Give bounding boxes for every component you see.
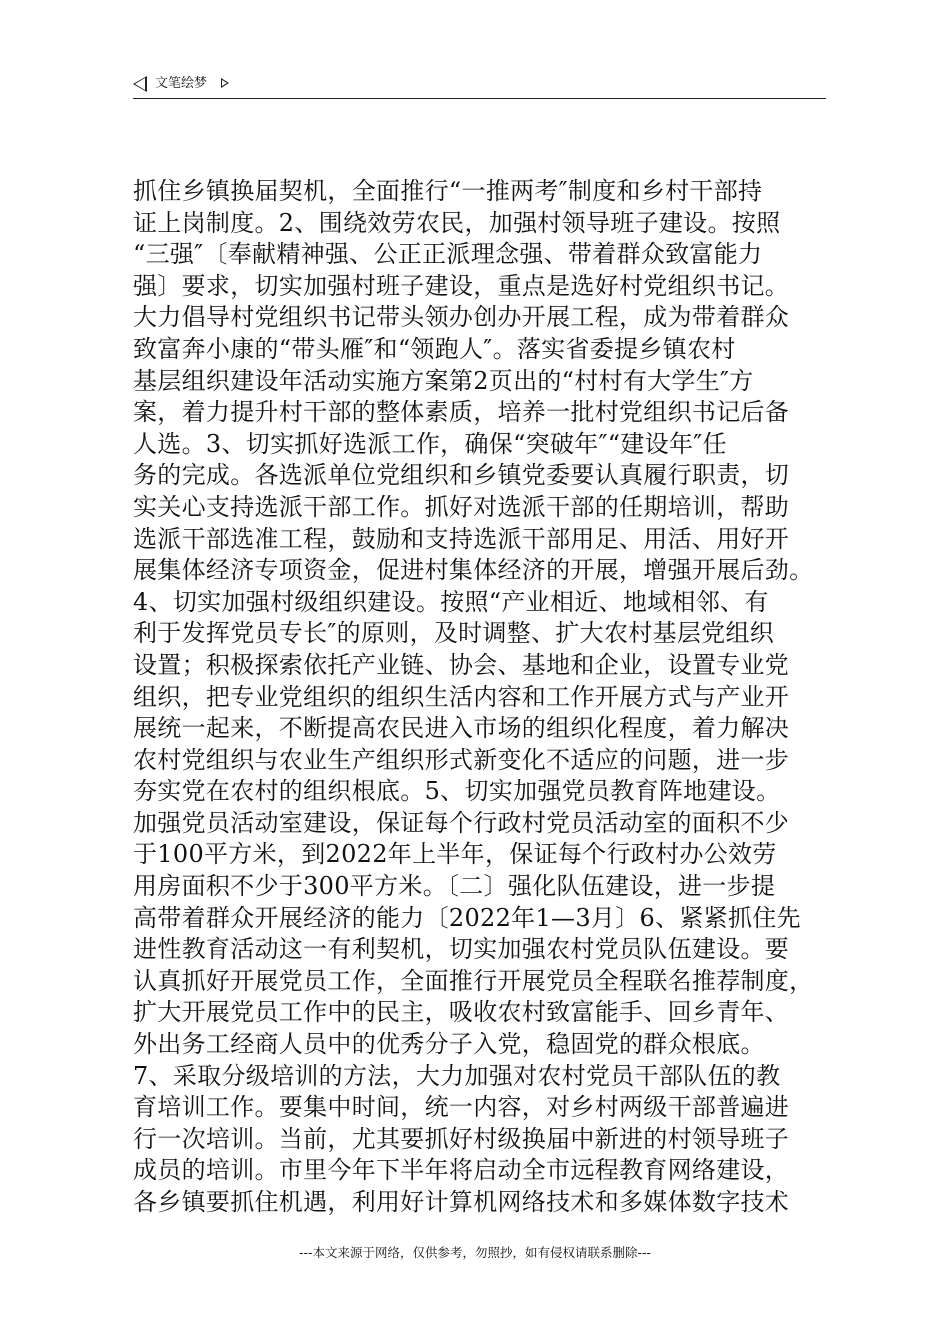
text-line: 各乡镇要抓住机遇，利用好计算机网络技术和多媒体数字技术: [133, 1188, 790, 1216]
text-line: 扩大开展党员工作中的民主，吸收农村致富能手、回乡青年、: [133, 998, 790, 1027]
text-line: 外出务工经商人员中的优秀分子入党，稳固党的群众根底。: [133, 1030, 765, 1059]
text-line: 基层组织建设年活动实施方案第2页出的“村村有大学生″方: [133, 366, 754, 395]
text-line: 进性教育活动这一有利契机，切实加强农村党员队伍建设。要: [133, 935, 790, 964]
text-line: 证上岗制度。2、围绕效劳农民，加强村领导班子建设。按照: [133, 208, 781, 237]
left-triangle-icon: [133, 76, 147, 92]
text-line: 成员的培训。市里今年下半年将启动全市远程教育网络建设，: [133, 1156, 790, 1185]
text-line: 抓住乡镇换届契机，全面推行“一推两考″制度和乡村干部持: [133, 177, 763, 205]
text-line: 7、采取分级培训的方法，大力加强对农村党员干部队伍的教: [133, 1061, 781, 1090]
text-line: 大力倡导村党组织书记带头领办创办开展工程，成为带着群众: [133, 303, 790, 332]
text-line: 组织，把专业党组织的组织生活内容和工作开展方式与产业开: [133, 682, 790, 711]
document-body: [133, 176, 833, 1219]
text-line: 行一次培训。当前，尤其要抓好村级换届中新进的村领导班子: [133, 1124, 790, 1153]
text-line: 强〕要求，切实加强村班子建设，重点是选好村党组织书记。: [133, 271, 790, 300]
text-line: 选派干部选准工程，鼓励和支持选派干部用足、用活、用好开: [133, 524, 790, 553]
text-line: 致富奔小康的“带头雁″和“领跑人″。落实省委提乡镇农村: [133, 334, 736, 363]
text-line: 展集体经济专项资金，促进村集体经济的开展，增强开展后劲。: [133, 556, 814, 585]
text-line: 高带着群众开展经济的能力〔2022年1—3月〕6、紧紧抓住先: [133, 903, 801, 932]
text-line: 人选。3、切实抓好选派工作，确保“突破年″“建设年″任: [133, 429, 727, 458]
text-line: 认真抓好开展党员工作，全面推行开展党员全程联名推荐制度，: [133, 966, 814, 995]
text-line: 案，着力提升村干部的整体素质，培养一批村党组织书记后备: [133, 398, 790, 427]
text-line: 用房面积不少于300平方米。〔二〕强化队伍建设，进一步提: [133, 872, 776, 901]
text-line: 展统一起来，不断提高农民进入市场的组织化程度，着力解决: [133, 714, 790, 743]
text-line: 利于发挥党员专长″的原则，及时调整、扩大农村基层党组织: [133, 619, 775, 648]
text-line: 农村党组织与农业生产组织形式新变化不适应的问题，进一步: [133, 745, 790, 774]
footer-disclaimer: ---本文来源于网络，仅供参考，勿照抄，如有侵权请联系删除---: [298, 1245, 652, 1260]
text-line: 育培训工作。要集中时间，统一内容，对乡村两级干部普遍进: [133, 1093, 790, 1122]
text-line: 加强党员活动室建设，保证每个行政村党员活动室的面积不少: [133, 808, 790, 837]
page-header: [133, 74, 826, 99]
text-line: 设置；积极探索依托产业链、协会、基地和企业，设置专业党: [133, 650, 790, 679]
text-line: 实关心支持选派干部工作。抓好对选派干部的任期培训，帮助: [133, 492, 790, 521]
text-line: 于100平方米，到2022年上半年，保证每个行政村办公效劳: [133, 840, 777, 869]
header-title: 文笔绘梦: [155, 76, 208, 91]
text-line: 4、切实加强村级组织建设。按照“产业相近、地域相邻、有: [133, 587, 769, 616]
text-line: 夯实党在农村的组织根底。5、切实加强党员教育阵地建设。: [133, 777, 781, 806]
text-line: 务的完成。各选派单位党组织和乡镇党委要认真履行职责，切: [133, 461, 790, 490]
text-line: “三强″〔奉献精神强、公正正派理念强、带着群众致富能力: [133, 240, 763, 269]
right-triangle-icon: [221, 78, 229, 88]
